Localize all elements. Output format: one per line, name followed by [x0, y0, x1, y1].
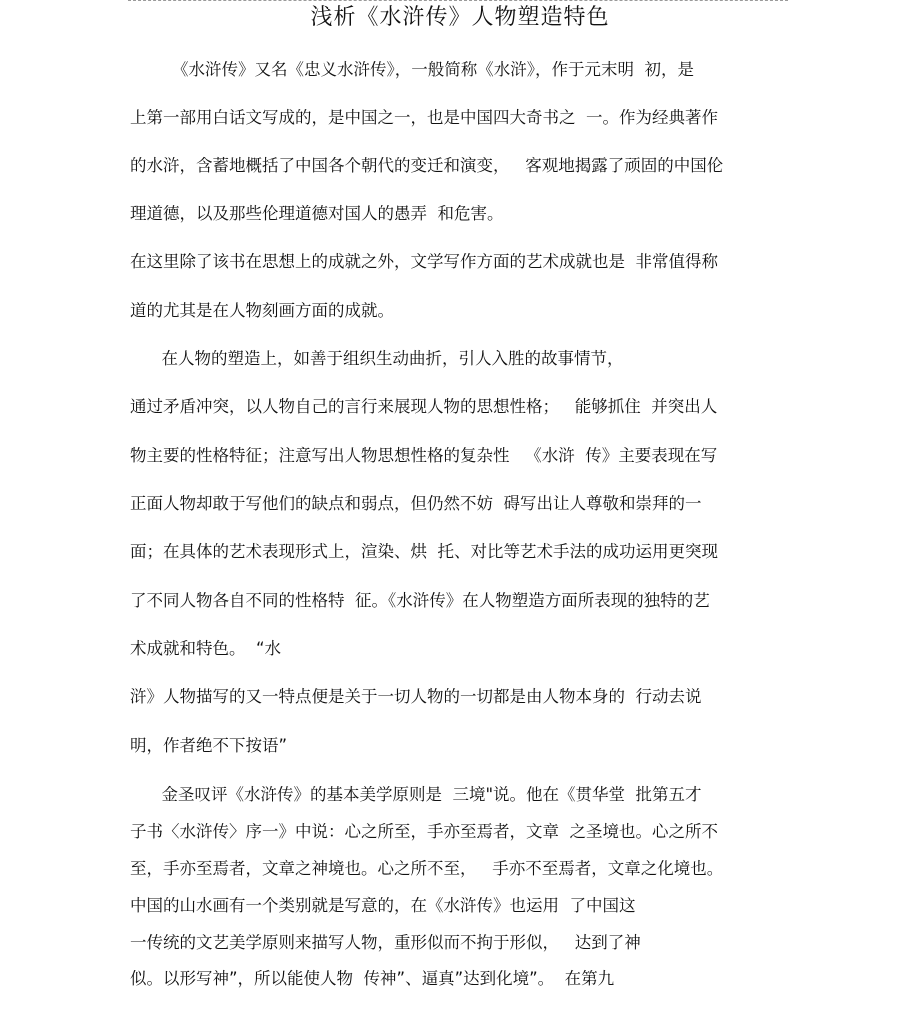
text-line: 子书〈水浒传〉序一》中说：心之所至，手亦至焉者，文章 之圣境也。心之所不 — [130, 822, 718, 841]
text-line: 物主要的性格特征；注意写出人物思想性格的复杂性 《水浒 传》主要表现在写 — [130, 446, 718, 465]
text-line: 金圣叹评《水浒传》的基本美学原则是 三境"说。他在《贯华堂 批第五才 — [130, 785, 702, 804]
text-line: 明，作者绝不下按语” — [130, 736, 288, 755]
text-line: 似。以形写神”，所以能使人物 传神”、逼真”达到化境”。 在第九 — [130, 969, 615, 988]
text-line: 上第一部用白话文写成的，是中国之一，也是中国四大奇书之 一。作为经典著作 — [130, 108, 718, 127]
text-line: 了不同人物各自不同的性格特 征。《水浒传》在人物塑造方面所表现的独特的艺 — [130, 591, 710, 610]
text-line: 正面人物却敢于写他们的缺点和弱点，但仍然不妨 碍写出让人尊敬和崇拜的一 — [130, 494, 702, 513]
text-line: 的水浒，含蓄地概括了中国各个朝代的变迁和演变， 客观地揭露了顽固的中国伦 — [130, 156, 724, 175]
text-line: 《水浒传》又名《忠义水浒传》，一般简称《水浒》，作于元末明 初，是 — [130, 60, 694, 79]
text-line: 至，手亦至焉者，文章之神境也。心之所不至， 手亦不至焉者，文章之化境也。 — [130, 859, 724, 878]
text-line: 在人物的塑造上，如善于组织生动曲折，引人入胜的故事情节， — [130, 349, 624, 368]
text-line: 术成就和特色。 “水 — [130, 639, 282, 658]
top-dashed-rule — [128, 0, 788, 1]
text-line: 理道德，以及那些伦理道德对国人的愚弄 和危害。 — [130, 204, 504, 223]
text-line: 一传统的文艺美学原则来描写人物，重形似而不拘于形似， 达到了神 — [130, 933, 641, 952]
text-line: 道的尤其是在人物刻画方面的成就。 — [130, 301, 394, 320]
text-line: 面；在具体的艺术表现形式上，渲染、烘 托、对比等艺术手法的成功运用更突现 — [130, 542, 718, 561]
text-line: 浒》人物描写的又一特点便是关于一切人物的一切都是由人物本身的 行动去说 — [130, 687, 702, 706]
document-title: 浅析《水浒传》人物塑造特色 — [310, 5, 610, 30]
text-line: 中国的山水画有一个类别就是写意的，在《水浒传》也运用 了中国这 — [130, 896, 636, 915]
text-line: 在这里除了该书在思想上的成就之外，文学写作方面的艺术成就也是 非常值得称 — [130, 252, 718, 271]
text-line: 通过矛盾冲突，以人物自己的言行来展现人物的思想性格； 能够抓住 并突出人 — [130, 397, 718, 416]
